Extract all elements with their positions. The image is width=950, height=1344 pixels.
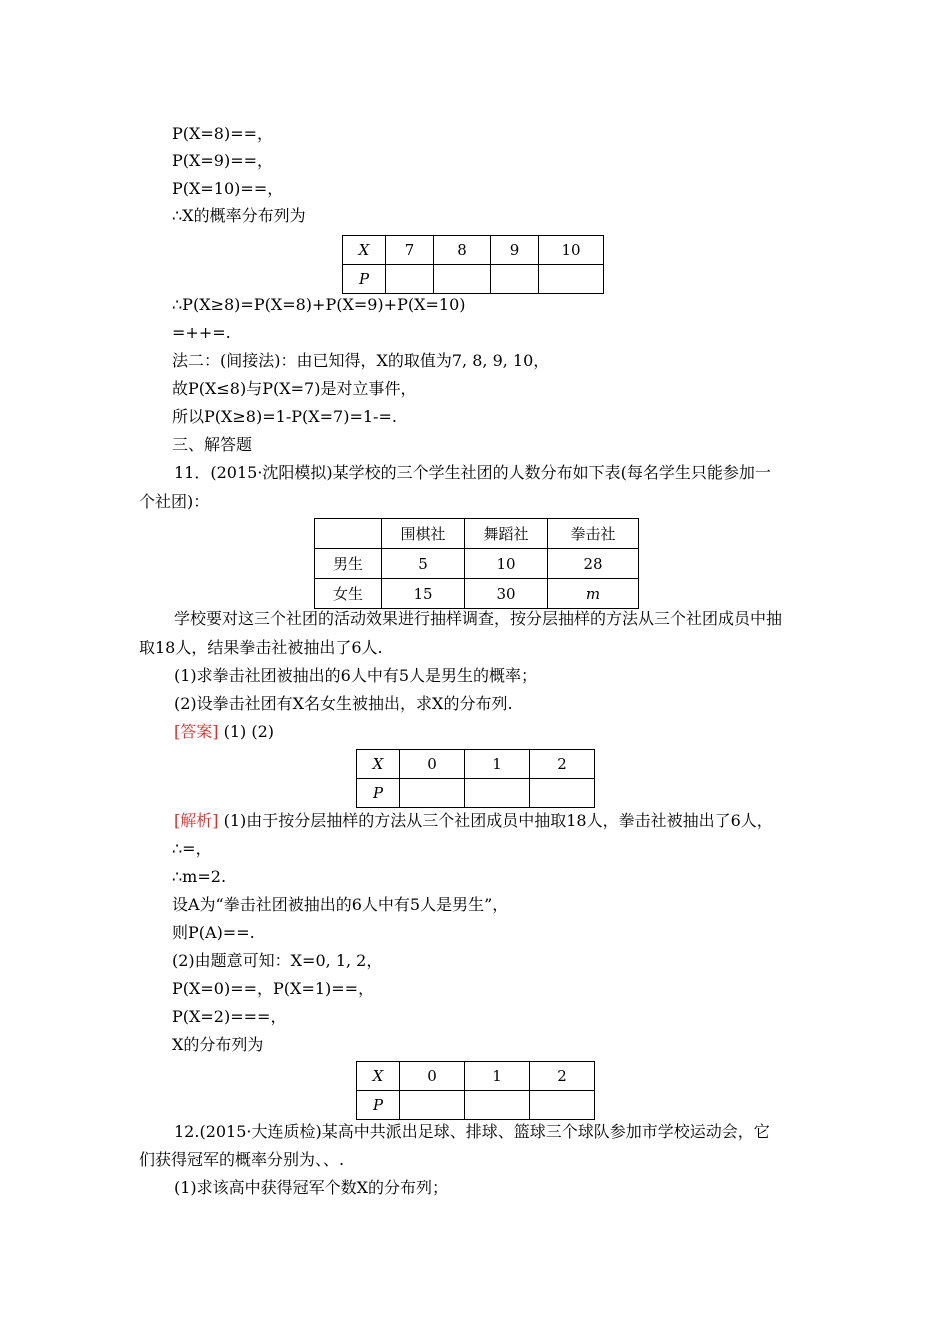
question-text: 12.(2015·大连质检)某高中共派出足球、排球、篮球三个球队参加市学校运动会，它 [174,1122,770,1141]
question-text: (2)设拳击社团有X名女生被抽出，求X的分布列. [174,694,513,713]
text-line: 设A为“拳击社团被抽出的6人中有5人是男生”， [172,895,509,914]
table-cell: P [357,1091,400,1120]
formula-line: P(X=10)==， [172,179,284,198]
formula-line: P(X=8)==， [172,124,274,143]
table-cell: 30 [465,579,548,609]
table-cell: 1 [465,750,530,779]
table-cell [400,779,465,808]
formula-line: P(X=9)==， [172,151,274,170]
club-table [314,518,639,609]
table-cell: 8 [434,236,491,265]
question-text: 11．(2015·沈阳模拟)某学校的三个学生社团的人数分布如下表(每名学生只能参加一 [174,463,771,482]
table-cell [315,519,382,549]
table-cell: m [548,579,639,609]
analysis-text: (1)由于按分层抽样的方法从三个社团成员中抽取18人，拳击社被抽出了6人， [218,811,773,830]
question-text: 取18人，结果拳击社被抽出了6人. [139,638,383,657]
distribution-table-2 [356,1061,595,1120]
question-text: 学校要对这三个社团的活动效果进行抽样调查，按分层抽样的方法从三个社团成员中抽 [174,609,783,628]
table-cell [386,265,434,294]
question-text: (1)求拳击社团被抽出的6人中有5人是男生的概率； [174,666,538,685]
table-cell: P [343,265,386,294]
table-cell: X [357,750,400,779]
question-text: (1)求该高中获得冠军个数X的分布列； [174,1178,449,1197]
formula-line: 则P(A)==. [172,923,255,942]
table-cell: 舞蹈社 [465,519,548,549]
formula-line: ∴m=2. [172,867,227,886]
table-cell: 围棋社 [382,519,465,549]
text-line: X的分布列为 [172,1035,264,1054]
section-heading: 三、解答题 [172,435,253,454]
text-line: 法二：(间接法)：由已知得，X的取值为7, 8, 9, 10， [172,351,550,370]
formula-line: =++=. [172,323,231,342]
table-cell: 0 [400,1062,465,1091]
formula-line: P(X=2)===， [172,1007,287,1026]
table-cell [530,1091,595,1120]
text-line: 所以P(X≥8)=1-P(X=7)=1-=. [172,407,397,426]
analysis-line [174,811,773,831]
table-cell: 7 [386,236,434,265]
table-cell [400,1091,465,1120]
table-cell [465,779,530,808]
question-text: 们获得冠军的概率分别为、、. [139,1150,345,1169]
text-line: 故P(X≤8)与P(X=7)是对立事件， [172,379,417,398]
distribution-table-1 [342,235,604,294]
table-cell: 5 [382,549,465,579]
table-cell: 15 [382,579,465,609]
table-cell: 1 [465,1062,530,1091]
table-cell: P [357,779,400,808]
analysis-tag: [解析] [174,811,219,830]
text-line: ∴X的概率分布列为 [172,206,306,225]
answer-tag: [答案] [174,722,219,741]
formula-line: P(X=0)==，P(X=1)==， [172,979,375,998]
table-cell: 9 [491,236,539,265]
table-cell: 拳击社 [548,519,639,549]
formula-line: ∴=， [172,839,212,858]
answer-line [174,722,274,742]
table-cell [530,779,595,808]
table-cell: 女生 [315,579,382,609]
answer-text: (1) (2) [218,722,274,741]
table-cell: X [343,236,386,265]
table-cell [539,265,604,294]
table-cell: 0 [400,750,465,779]
question-text: 个社团)： [139,492,210,511]
table-cell: 10 [465,549,548,579]
table-cell: X [357,1062,400,1091]
table-cell: 2 [530,750,595,779]
table-cell [491,265,539,294]
answer-table [356,749,595,808]
text-line: (2)由题意可知：X=0, 1, 2， [172,951,383,970]
formula-line: ∴P(X≥8)=P(X=8)+P(X=9)+P(X=10) [172,295,466,314]
table-cell: 10 [539,236,604,265]
table-cell: 男生 [315,549,382,579]
table-cell: 28 [548,549,639,579]
table-cell: 2 [530,1062,595,1091]
table-cell [434,265,491,294]
table-cell [465,1091,530,1120]
